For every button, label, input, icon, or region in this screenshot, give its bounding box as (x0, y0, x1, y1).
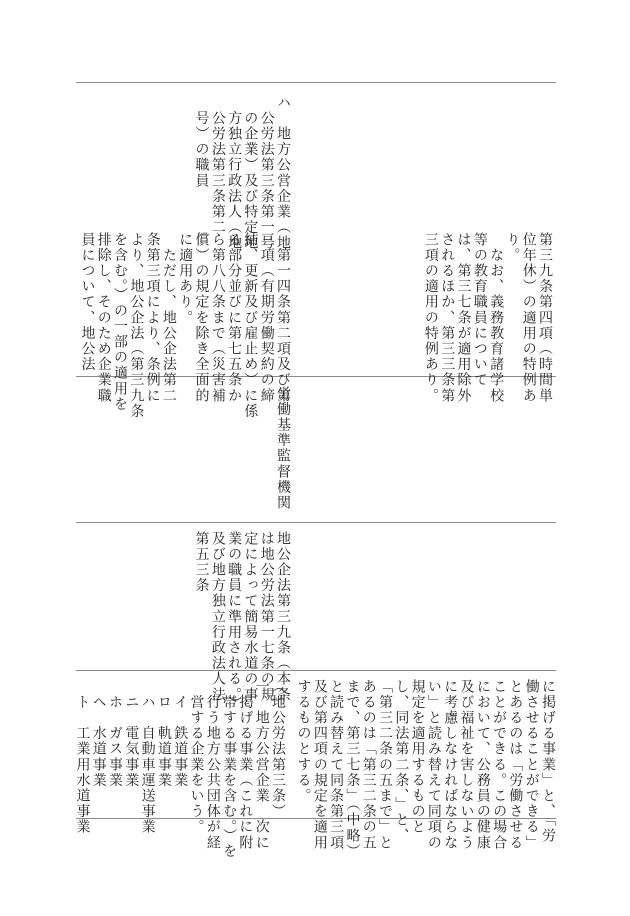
text-line: ホ ガス事業 (107, 679, 124, 789)
text-line: い」と読み替えて同項の (425, 679, 442, 851)
text-line: 公労法第三条第一号 (258, 95, 275, 251)
text-line: 公労法第三条第二 (209, 95, 226, 236)
text-line: を含む。）の一部の適用を (112, 232, 129, 413)
text-line: ロ 軌道事業 (155, 679, 172, 789)
text-line: は、第三七条が適用除外 (455, 232, 472, 404)
text-line: あるのは「第三二条の五 (360, 679, 377, 851)
text-line: されるほか、第三三条第 (439, 232, 456, 404)
text-line: 条第三項により、条例に (144, 232, 161, 404)
text-line: る部分並びに第七五条か (226, 232, 243, 404)
text-line: 及び第四項の規定を適用 (311, 679, 328, 851)
text-line: ヘ 水道事業 (90, 679, 107, 789)
text-line: ら第八八条まで（災害補 (209, 232, 226, 404)
text-line: するものとする。 (295, 679, 312, 804)
text-line: ハ 地方公営企業（地 (275, 95, 291, 251)
text-line: 地公企法第三九条（本条 (275, 531, 291, 703)
text-line: 帯する事業を含む。）を (221, 679, 238, 860)
table-rule-row2 (76, 522, 556, 523)
text-line: 位年休）の適用の特例あ (520, 232, 537, 404)
table-rule-top (76, 82, 556, 83)
text-line: ハ 自動車運送事業 (139, 679, 156, 835)
text-line: に考慮しなければならな (442, 679, 459, 851)
text-line: 排除し、そのため企業職 (95, 232, 112, 404)
text-line: ことができる。この場合 (491, 679, 508, 851)
text-line: 一 地方公営企業 次に (253, 679, 270, 851)
text-line: 及び福祉を害しないよう (458, 679, 475, 851)
text-line: 行う地方公共団体が経 (204, 679, 221, 851)
text-line: 員について、地公法 (79, 232, 96, 373)
text-line: 三項の適用の特例あり。 (422, 232, 439, 404)
continuation-cell (295, 679, 556, 859)
text-line: と読み替えて同条第三項 (328, 679, 345, 851)
text-line: なお、義務教育諸学校 (488, 232, 505, 404)
text-line: り。 (504, 232, 521, 264)
text-line: （地公労法第三条） (270, 679, 286, 820)
text-line: 方独立行政法人（地 (226, 95, 243, 251)
text-line: 結、更新及び雇止め）に係 (242, 232, 259, 420)
text-line: 労働基準監督機関 (275, 386, 291, 511)
text-line: 償）の規定を除き全面的 (193, 232, 210, 404)
text-line: 業の職員に準用される。） (226, 531, 243, 712)
text-line: より、地公企法（第三九条 (128, 232, 145, 420)
authority-cell (275, 386, 291, 511)
text-line: ニ 電気事業 (123, 679, 140, 789)
text-line: イ 鉄道事業 (172, 679, 189, 789)
text-line: 三項（有期労働契約の締 (258, 232, 275, 404)
text-line: において、公務員の健康 (474, 679, 491, 851)
text-line: は地公労法第一七条の規 (258, 531, 275, 703)
category-cell (193, 95, 291, 251)
text-line: まで、第三七条」（中略） (344, 679, 361, 860)
text-line: 第一四条第二項及び第 (275, 232, 291, 404)
text-line: 定によって簡易水道の事 (242, 531, 259, 703)
text-line: 規定を適用するものと (409, 679, 426, 835)
table-rule-row3 (76, 670, 556, 671)
text-line: に適用あり。 (177, 232, 194, 326)
note-cell (423, 232, 553, 404)
text-line: 第五三条 (193, 531, 210, 594)
text-line: 号）の職員 (193, 95, 210, 189)
text-line: 第三九条第四項（時間単 (537, 232, 553, 404)
text-line: とあるのは「労働させる (507, 679, 524, 851)
text-line: 働させることができる」 (523, 679, 540, 851)
text-line: し、同法第二条、」と、 (393, 679, 410, 844)
application-cell (79, 232, 291, 419)
text-line: ト 工業用水道事業 (74, 679, 91, 835)
text-line: の企業）及び特定地 (242, 95, 259, 251)
text-line: 営する企業をいう。 (188, 679, 205, 835)
text-line: に掲げる事業」と、「労 (540, 679, 556, 844)
text-line: 掲げる事業（これに附 (237, 679, 254, 851)
text-line: ただし、地公企法第二 (160, 232, 177, 404)
text-line: 「第三二条の五まで」と (377, 679, 394, 851)
text-line: 等の教育職員について (471, 232, 488, 388)
reference-cell (74, 679, 286, 859)
text-line: 及び地方独立行政法人法 (209, 531, 226, 703)
